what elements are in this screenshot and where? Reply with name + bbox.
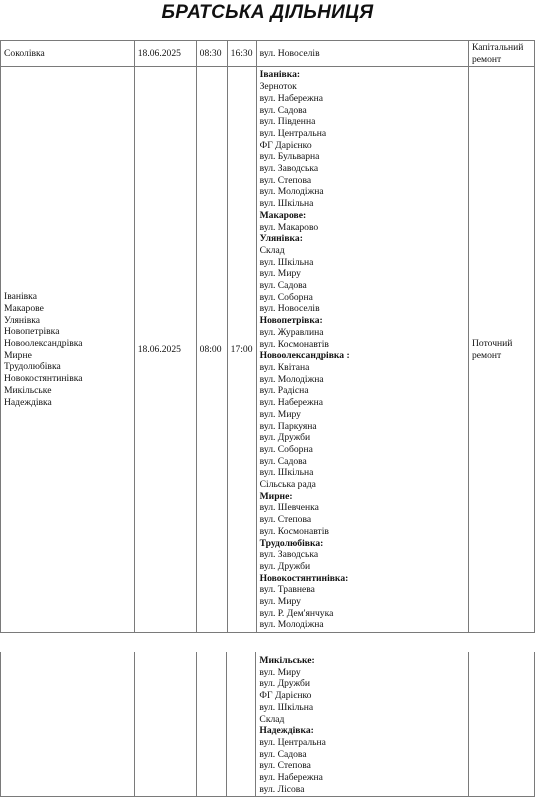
settlement-name: Макарове <box>4 302 44 314</box>
settlement-heading: Мирне: <box>259 490 293 502</box>
settlements-cell <box>1 67 135 633</box>
street-item: вул. Новоселів <box>259 47 320 59</box>
date-cell: 18.06.2025 <box>134 67 196 633</box>
street-item: вул. Миру <box>259 666 301 678</box>
settlement-heading: Новоолександрівка : <box>259 350 350 362</box>
settlement-name: Микільське <box>4 384 52 396</box>
street-item: вул. Соборна <box>259 291 313 303</box>
outage-schedule-table-continuation <box>0 652 535 797</box>
streets-cell <box>256 41 468 67</box>
settlement-name: Новокостянтинівка <box>4 373 83 385</box>
street-item: вул. Миру <box>259 596 301 608</box>
settlement-name: Новоолександрівка <box>4 338 83 350</box>
end-time-cell <box>227 652 256 797</box>
street-item: вул. Степова <box>259 760 311 772</box>
start-time-cell <box>196 652 227 797</box>
settlement-name: Новопетрівка <box>4 326 60 338</box>
street-item: вул. Південна <box>259 116 316 128</box>
settlement-name: Трудолюбівка <box>4 361 61 373</box>
street-item: вул. Макарово <box>259 221 319 233</box>
streets-cell <box>256 652 469 797</box>
street-item: вул. Соборна <box>259 443 313 455</box>
settlements-cell <box>1 652 135 797</box>
streets-cell <box>256 67 468 633</box>
street-item: вул. Дружби <box>259 432 311 444</box>
repair-type-cell: Капітальний ремонт <box>469 41 535 67</box>
street-item: вул. Садова <box>259 748 307 760</box>
street-item: вул. Шкільна <box>259 467 314 479</box>
settlement-heading: Трудолюбівка: <box>259 537 324 549</box>
street-item: вул. Набережна <box>259 772 323 784</box>
settlement-heading: Надеждівка: <box>259 725 314 737</box>
settlement-name: Іванівка <box>4 291 37 303</box>
settlement-heading: Улянівка: <box>259 233 303 245</box>
street-item: вул. Степова <box>259 514 312 526</box>
street-item: вул. Молодіжна <box>259 373 324 385</box>
settlement-name: Надеждівка <box>4 396 52 408</box>
street-item: вул. Дружби <box>259 560 311 572</box>
street-item: вул. Шевченка <box>259 502 319 514</box>
street-item: ФГ Дарієнко <box>259 139 312 151</box>
street-item: вул. Новоселів <box>259 303 320 315</box>
end-time-cell: 16:30 <box>227 41 256 67</box>
street-item: вул. Травнева <box>259 584 315 596</box>
date-cell <box>134 652 196 797</box>
start-time-cell: 08:00 <box>196 67 227 633</box>
street-item: вул. Радісна <box>259 385 309 397</box>
street-item: вул. Лісова <box>259 783 305 795</box>
street-item: вул. Садова <box>259 104 307 116</box>
street-item: ФГ Дарієнко <box>259 690 312 702</box>
table-row <box>1 41 535 67</box>
end-time-cell: 17:00 <box>227 67 256 633</box>
street-item: вул. Журавлина <box>259 326 324 338</box>
street-item: вул. Дружби <box>259 678 310 690</box>
settlement-heading: Новопетрівка: <box>259 315 323 327</box>
street-item: вул. Квітана <box>259 361 310 373</box>
settlement-name: Улянівка <box>4 314 41 326</box>
street-item: вул. Центральна <box>259 127 327 139</box>
street-item: вул. Заводська <box>259 163 319 175</box>
settlement-name: Мирне <box>4 349 32 361</box>
street-item: вул. Шкільна <box>259 701 314 713</box>
street-item: вул. Миру <box>259 268 301 280</box>
street-item: вул. Заводська <box>259 549 319 561</box>
street-item: вул. Космонавтів <box>259 338 329 350</box>
street-item: вул. Степова <box>259 174 312 186</box>
street-item: вул. Космонавтів <box>259 525 329 537</box>
street-item: вул. Набережна <box>259 92 324 104</box>
street-item: вул. Шкільна <box>259 198 314 210</box>
settlement-name: Соколівка <box>4 47 45 59</box>
street-item: Склад <box>259 713 285 725</box>
settlement-heading: Микільське: <box>259 655 315 666</box>
street-item: Склад <box>259 244 285 256</box>
street-item: вул. Молодіжна <box>259 619 324 631</box>
street-item: вул. Центральна <box>259 736 326 748</box>
street-item: вул. Садова <box>259 280 307 292</box>
street-item: вул. Бульварна <box>259 151 320 163</box>
street-item: вул. Молодіжна <box>259 186 324 198</box>
settlement-heading: Новокостянтинівка: <box>259 572 349 584</box>
street-item: вул. Паркуяна <box>259 420 317 432</box>
street-item: Сільська рада <box>259 479 316 491</box>
settlement-heading: Іванівка: <box>259 69 301 81</box>
street-item: вул. Шкільна <box>259 256 314 268</box>
settlement-heading: Макарове: <box>259 209 307 221</box>
start-time-cell: 08:30 <box>196 41 227 67</box>
page-title: БРАТСЬКА ДІЛЬНИЦЯ <box>161 2 374 23</box>
repair-type-cell: Поточний ремонт <box>469 67 535 633</box>
date-cell: 18.06.2025 <box>134 41 196 67</box>
repair-type-cell <box>469 652 535 797</box>
street-item: вул. Набережна <box>259 397 324 409</box>
street-item: вул. Миру <box>259 408 301 420</box>
street-item: Зерноток <box>259 81 297 93</box>
outage-schedule-table <box>0 40 535 633</box>
street-item: вул. Садова <box>259 455 307 467</box>
table-row <box>1 652 535 797</box>
table-row <box>1 67 535 633</box>
street-item: вул. Р. Дем'янчука <box>259 607 334 619</box>
settlements-cell <box>1 41 135 67</box>
